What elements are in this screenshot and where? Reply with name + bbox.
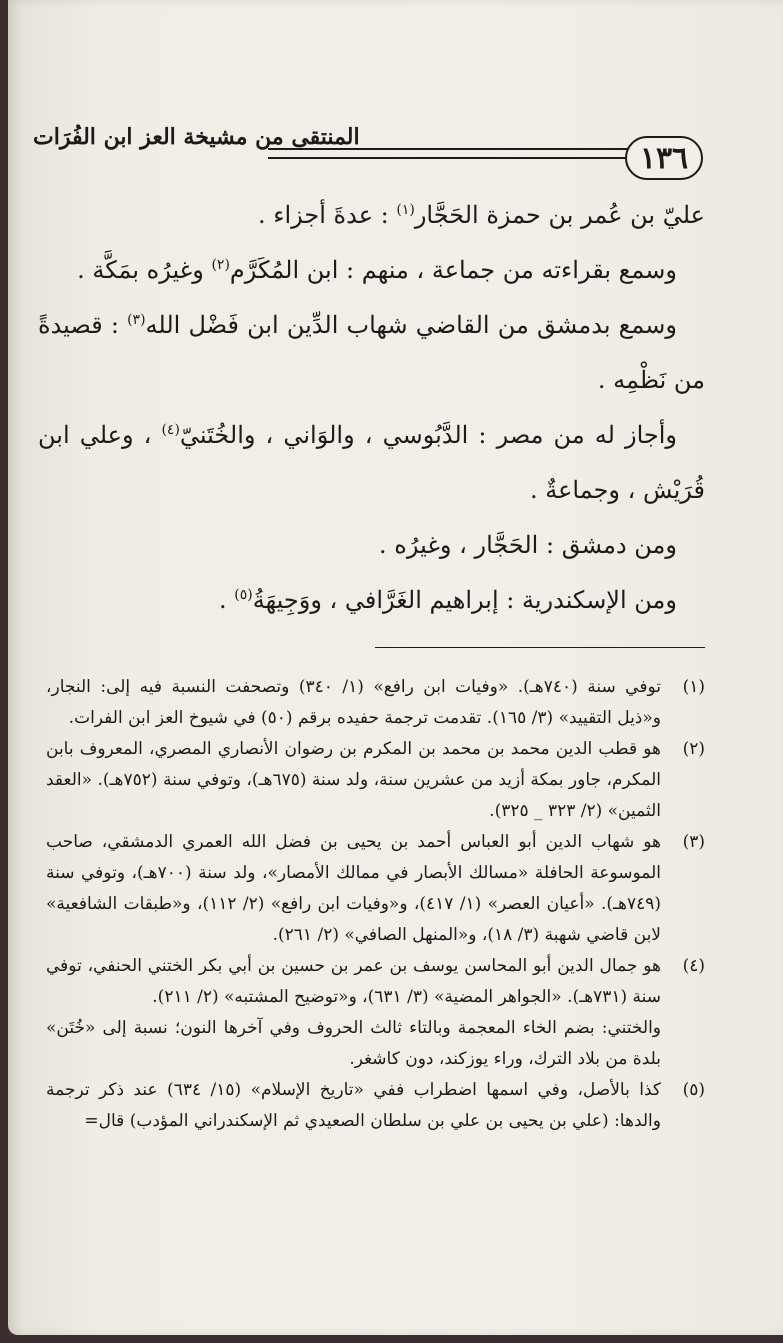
main-paragraph: ومن الإسكندرية : إبراهيم الغَرَّافي ، ووَجِيهَةُ$^{(٥)}$ . <box>218 586 677 614</box>
page-number: ١٣٦ <box>625 136 703 180</box>
footnotes <box>46 672 705 1137</box>
main-paragraph: وأجاز له من مصر : الدَّبُوسي ، والوَاني ، والخُتَنيّ$^{(٤)}$ ، وعلي ابن قُرَيْش ، وجماعةٌ . <box>38 421 705 504</box>
main-paragraph: وسمع بدمشق من القاضي شهاب الدِّين ابن فَضْل الله$^{(٣)}$ : قصيدةً من نَظْمِه . <box>38 311 705 394</box>
main-paragraph: ومن دمشق : الحَجَّار ، وغيرُه . <box>379 531 677 559</box>
footnote-3 <box>46 827 705 951</box>
footnote-reference: (٤) <box>161 422 180 438</box>
book-page <box>8 0 783 1335</box>
main-paragraph: وسمع بقراءته من جماعة ، منهم : ابن المُكَرَّم$^{(٢)}$ وغيرُه بمَكَّة . <box>77 256 677 284</box>
footnote-4 <box>46 951 705 1075</box>
footnote-reference: (١) <box>396 202 415 218</box>
footnote-number: (٣) <box>682 832 705 852</box>
footnote-text: والختني: بضم الخاء المعجمة وبالتاء ثالث الحروف وفي آخرها النون؛ نسبة إلى «خُتَن» بلدة من بلاد الترك، وراء يوزكند، دون كاشغر. <box>46 1018 661 1069</box>
footnote-reference: (٥) <box>234 587 253 603</box>
footnote-number: (٢) <box>682 739 705 759</box>
main-text <box>38 188 705 628</box>
footnote-text: هو جمال الدين أبو المحاسن يوسف بن عمر بن حسين بن أبي بكر الختني الحنفي، توفي سنة (٧٣١هـ). «الجواهر المضية» (٣/ ٦٣١)، و«توضيح المشتبه» (٢/ ٢١١). <box>46 956 661 1007</box>
footnote-reference: (٣) <box>127 312 146 328</box>
page-header <box>33 118 703 178</box>
running-title: المنتقى من مشيخة العز ابن الفُرَات <box>33 124 360 150</box>
footnote-text: هو شهاب الدين أبو العباس أحمد بن يحيى بن فضل الله العمري الدمشقي، صاحب الموسوعة الحافلة «مسالك الأبصار في ممالك الأمصار»، ولد سنة (٧٠٠هـ)، وتوفي سنة (٧٤٩هـ). «أعيان العصر» (١/ ٤١٧)، و«وفيات ابن رافع» (٢/ ١١٢)، و«طبقات الشافعية» لابن قاضي شهبة (٣/ ١٨)، و«المنهل الصافي» (٢/ ٢٦١). <box>46 832 662 945</box>
main-paragraph: عليّ بن عُمر بن حمزة الحَجَّار$^{(١)}$ : عدةَ أجزاء . <box>257 201 705 229</box>
footnote-2 <box>46 734 705 827</box>
footnote-text: توفي سنة (٧٤٠هـ). «وفيات ابن رافع» (١/ ٣٤٠) وتصحفت النسبة فيه إلى: النجار، و«ذيل التقييد» (٣/ ١٦٥). تقدمت ترجمة حفيده برقم (٥٠) في شيوخ العز ابن الفرات. <box>46 677 661 728</box>
footnote-number: (١) <box>682 677 705 697</box>
footnote-number: (٤) <box>682 956 705 976</box>
footnote-separator <box>375 647 705 648</box>
footnote-text: هو قطب الدين محمد بن محمد بن المكرم بن رضوان الأنصاري المصري، المعروف بابن المكرم، جاور بمكة أزيد من عشرين سنة، ولد سنة (٦٧٥هـ)، وتوفي سنة (٧٥٢هـ). «العقد الثمين» (٢/ ٣٢٣ _ ٣٢٥). <box>46 739 661 821</box>
footnote-text: كذا بالأصل، وفي اسمها اضطراب ففي «تاريخ الإسلام» (١٥/ ٦٣٤) عند ذكر ترجمة والدها: (علي بن يحيى بن علي بن سلطان الصعيدي ثم الإسكندراني المؤدب) قال= <box>46 1080 661 1131</box>
footnote-5 <box>46 1075 705 1137</box>
footnote-reference: (٢) <box>211 257 230 273</box>
footnote-1 <box>46 672 705 734</box>
footnote-number: (٥) <box>682 1080 705 1100</box>
